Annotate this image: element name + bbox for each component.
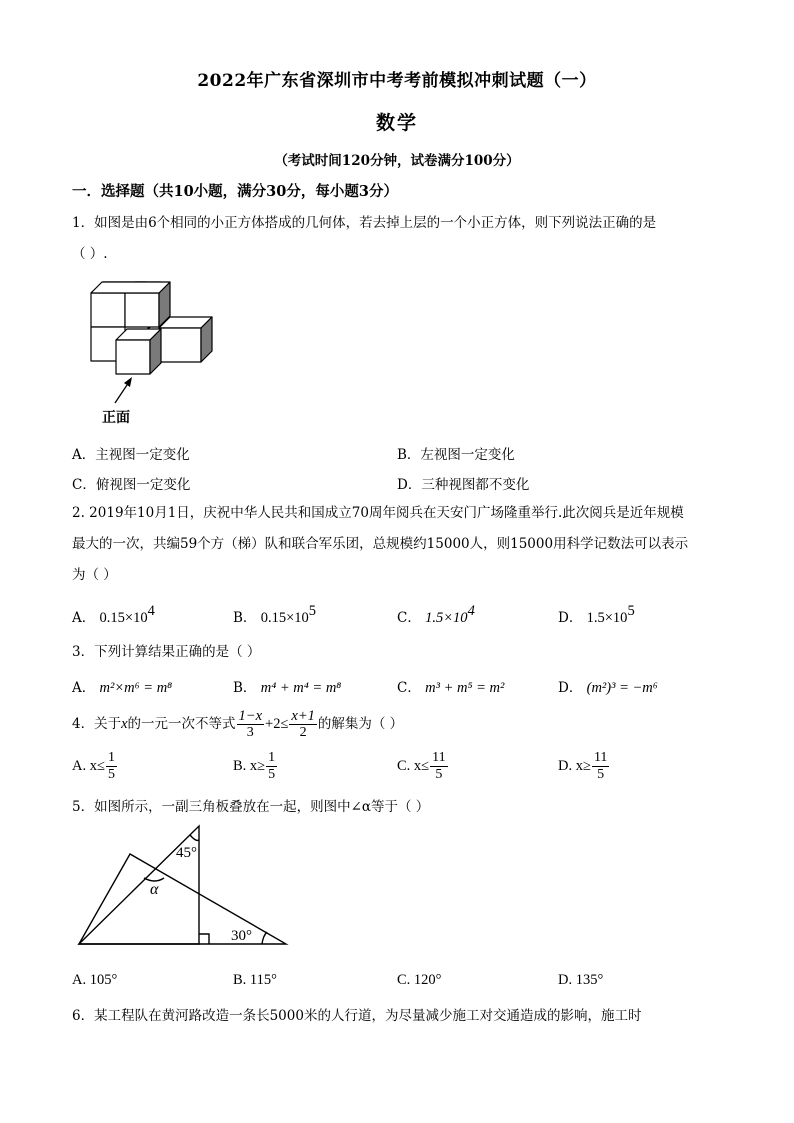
question-1-option-a: A．主视图一定变化: [72, 447, 190, 463]
question-3-stem: 3．下列计算结果正确的是（ ）: [72, 644, 261, 660]
question-4-option-d: D. x≥ $\frac{11}{5}$: [558, 750, 608, 782]
question-5-stem: 5．如图所示，一副三角板叠放在一起，则图中∠α等于（ ）: [72, 799, 430, 815]
inequality-fraction-left: $\frac{1-x}{3}$: [238, 708, 263, 740]
question-5-option-b: B. 115°: [233, 972, 277, 988]
angle-30-label: 30°: [231, 928, 252, 944]
question-5-option-c: C. 120°: [397, 972, 442, 988]
page-title: 2022年广东省深圳市中考考前模拟冲刺试题（一）: [197, 71, 597, 91]
question-2-option-a: A． $0.15\times 10^4$: [72, 603, 155, 626]
question-2-stem: [72, 498, 722, 591]
question-1-option-b: B．左视图一定变化: [397, 447, 515, 463]
question-2-option-d: D． $1.5\times 10^5$: [558, 603, 635, 626]
question-3-option-d: D． (m²)³ = −m⁶: [558, 680, 658, 696]
question-1-line1: 1．如图是由6个相同的小正方体搭成的几何体，若去掉上层的一个小正方体，则下列说法正确的是: [72, 215, 657, 231]
question-3-option-a: A． m²×m⁶ = m⁸: [72, 680, 173, 696]
question-4-stem: 4．关于x的一元一次不等式 $\frac{1-x}{3}$ +2≤ $\frac{x+1}{2}$ 的解集为（ ）: [72, 708, 404, 740]
angle-45-label: 45°: [176, 845, 197, 861]
question-2-line3: 为（ ）: [72, 567, 117, 583]
triangle-figure: [72, 820, 294, 950]
question-3-option-c: C． m³ + m⁵ = m²: [397, 680, 505, 696]
question-5-option-a: A. 105°: [72, 972, 118, 988]
question-2-option-c: C． $1.5\times 10^4$: [397, 603, 475, 626]
question-5-option-d: D. 135°: [558, 972, 604, 988]
angle-alpha-label: α: [150, 881, 159, 898]
question-1-stem: [72, 208, 722, 270]
exam-time-note: （考试时间120分钟，试卷满分100分）: [274, 153, 520, 169]
front-view-label: 正面: [102, 411, 130, 426]
cube-figure: [80, 276, 225, 431]
question-3-option-b: B． m⁴ + m⁴ = m⁸: [233, 680, 342, 696]
question-2-line2: 最大的一次，共编59个方（梯）队和联合军乐团，总规模约15000人，则15000用科学记数法可以表示: [72, 536, 689, 552]
question-4-option-a: A. x≤ $\frac{1}{5}$: [72, 750, 115, 782]
question-2-line1: 2. 2019年10月1日，庆祝中华人民共和国成立70周年阅兵在天安门广场隆重举行.此次阅兵是近年规模: [72, 505, 684, 521]
question-1-option-d: D．三种视图都不变化: [397, 477, 530, 493]
question-6-line1: 6．某工程队在黄河路改造一条长5000米的人行道，为尽量减少施工对交通造成的影响，施工时: [72, 1008, 642, 1024]
question-1-line2: （ ）.: [72, 246, 108, 262]
subject-heading: 数学: [375, 112, 418, 134]
question-2-option-b: B． $0.15\times 10^5$: [233, 603, 317, 626]
question-4-option-c: C. x≤ $\frac{11}{5}$: [397, 750, 446, 782]
inequality-fraction-right: $\frac{x+1}{2}$: [291, 708, 315, 740]
question-4-option-b: B. x≥ $\frac{1}{5}$: [233, 750, 276, 782]
section-heading: 一．选择题（共10小题，满分30分，每小题3分）: [72, 183, 398, 200]
question-1-option-c: C．俯视图一定变化: [72, 477, 191, 493]
